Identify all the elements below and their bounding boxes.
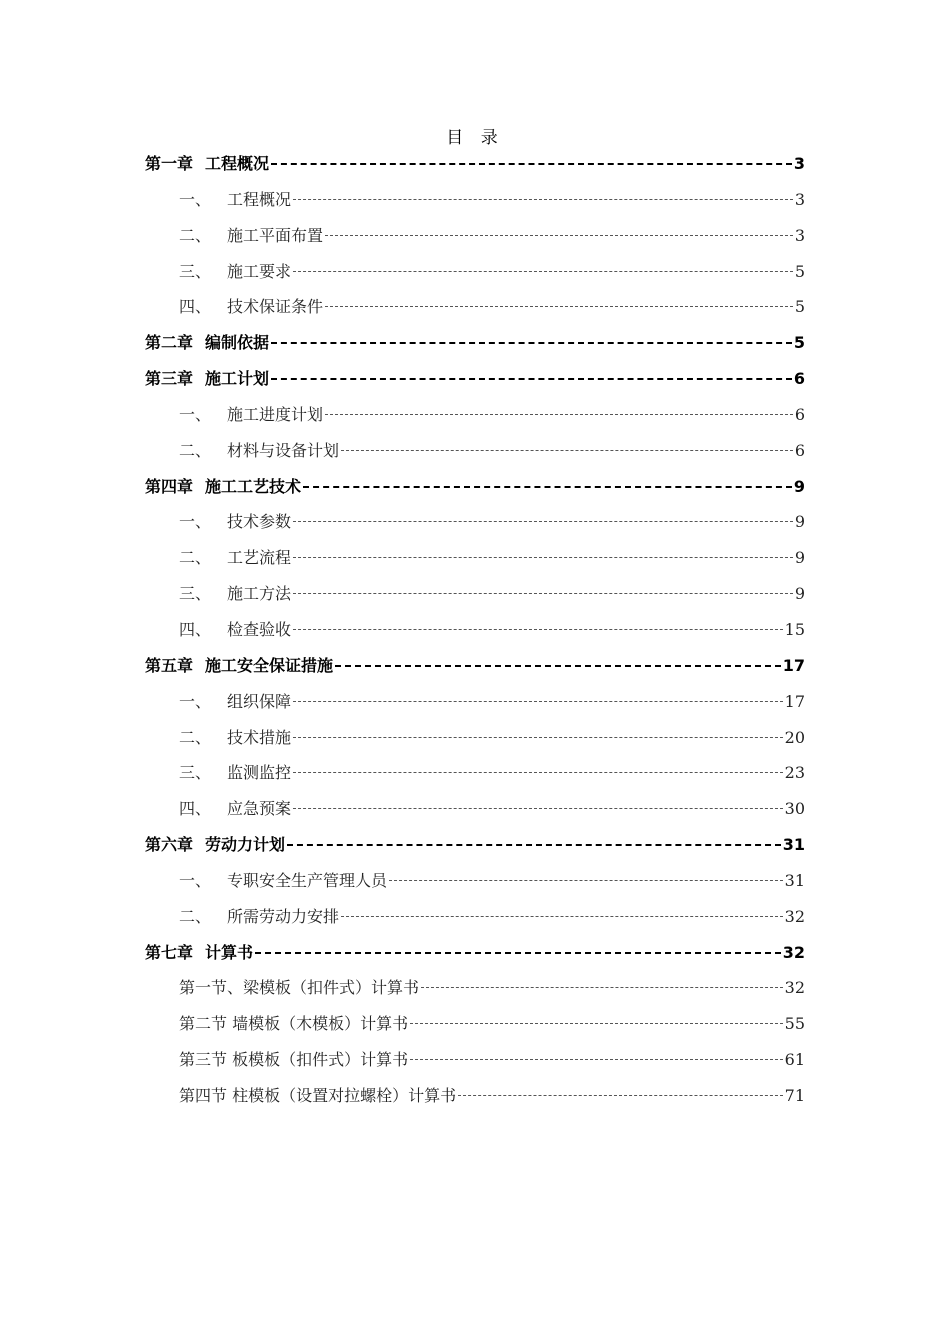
toc-page-number: 32 [782, 942, 805, 962]
toc-entry-label: 施工安全保证措施 [205, 655, 334, 675]
toc-entry-label: 施工计划 [205, 369, 270, 389]
toc-section-entry[interactable] [145, 504, 805, 540]
toc-section-entry[interactable] [145, 540, 805, 576]
toc-section-entry[interactable] [145, 612, 805, 648]
toc-entry-number: 四、 [179, 297, 212, 317]
toc-dot-leader [410, 1058, 783, 1060]
toc-section-entry[interactable] [145, 791, 805, 827]
toc-entry-number: 二、 [179, 727, 212, 747]
toc-entry-label: 检查验收 [227, 619, 292, 639]
toc-dot-leader [341, 915, 783, 917]
toc-entry-number: 三、 [179, 261, 212, 281]
toc-dot-leader [293, 771, 783, 773]
toc-page-number: 31 [784, 870, 805, 890]
toc-page-number: 61 [784, 1050, 805, 1070]
toc-entry-label: 组织保障 [227, 691, 292, 711]
toc-chapter-entry[interactable] [145, 648, 805, 684]
toc-entry-label: 施工进度计划 [227, 404, 324, 424]
toc-dot-leader [271, 377, 792, 380]
toc-entry-number: 第一章 [145, 154, 194, 173]
toc-section-entry[interactable] [145, 1006, 805, 1042]
toc-chapter-entry[interactable] [145, 325, 805, 361]
toc-section-entry[interactable] [145, 254, 805, 290]
toc-dot-leader [287, 843, 781, 846]
toc-dot-leader [421, 986, 783, 988]
toc-entry-label: 技术措施 [227, 727, 292, 747]
toc-page-number: 31 [782, 835, 805, 855]
toc-entry-label: 第二节 墙模板（木模板）计算书 [179, 1014, 409, 1034]
toc-page-number: 55 [784, 1014, 805, 1034]
table-of-contents [145, 146, 805, 1114]
toc-entry-label: 专职安全生产管理人员 [227, 870, 388, 890]
toc-page-number: 3 [794, 189, 805, 209]
toc-section-entry[interactable] [145, 218, 805, 254]
toc-entry-number: 四、 [179, 799, 212, 819]
toc-chapter-entry[interactable] [145, 146, 805, 182]
toc-dot-leader [303, 485, 792, 488]
toc-entry-number: 二、 [179, 548, 212, 568]
toc-section-entry[interactable] [145, 433, 805, 469]
toc-page-number: 3 [793, 154, 805, 173]
toc-dot-leader [293, 807, 783, 809]
toc-page-number: 6 [794, 404, 805, 424]
toc-page-number: 9 [793, 476, 805, 496]
toc-entry-number: 二、 [179, 440, 212, 460]
toc-entry-label: 劳动力计划 [205, 835, 286, 855]
toc-section-entry[interactable] [145, 863, 805, 899]
toc-section-entry[interactable] [145, 755, 805, 791]
toc-page-number: 9 [794, 512, 805, 532]
toc-page-number: 6 [793, 369, 805, 389]
toc-entry-number: 一、 [179, 870, 212, 890]
toc-chapter-entry[interactable] [145, 361, 805, 397]
toc-dot-leader [389, 879, 783, 881]
toc-section-entry[interactable] [145, 970, 805, 1006]
toc-entry-number: 三、 [179, 584, 212, 604]
toc-entry-label: 工程概况 [227, 189, 292, 209]
toc-dot-leader [255, 951, 781, 954]
toc-dot-leader [325, 305, 793, 307]
toc-section-entry[interactable] [145, 1042, 805, 1078]
toc-entry-label: 应急预案 [227, 799, 292, 819]
toc-title: 目 录 [446, 128, 504, 148]
toc-page-number: 6 [794, 440, 805, 460]
toc-section-entry[interactable] [145, 576, 805, 612]
toc-dot-leader [410, 1022, 783, 1024]
toc-entry-number: 第六章 [145, 835, 194, 855]
toc-entry-label: 计算书 [205, 942, 254, 962]
toc-entry-label: 施工工艺技术 [205, 476, 302, 496]
toc-entry-label: 工程概况 [205, 154, 270, 173]
toc-entry-number: 一、 [179, 512, 212, 532]
toc-page-number: 71 [784, 1085, 805, 1105]
toc-page-number: 23 [784, 763, 805, 783]
toc-dot-leader [293, 592, 793, 594]
toc-entry-label: 第四节 柱模板（设置对拉螺栓）计算书 [179, 1085, 457, 1105]
toc-page-number: 5 [793, 333, 805, 353]
toc-dot-leader [293, 736, 783, 738]
toc-page-number: 5 [794, 261, 805, 281]
toc-dot-leader [293, 520, 793, 522]
toc-entry-label: 第三节 板模板（扣件式）计算书 [179, 1050, 409, 1070]
toc-chapter-entry[interactable] [145, 827, 805, 863]
toc-section-entry[interactable] [145, 684, 805, 720]
toc-entry-label: 所需劳动力安排 [227, 906, 340, 926]
toc-dot-leader [341, 449, 793, 451]
toc-entry-number: 第二章 [145, 333, 194, 353]
toc-page-number: 3 [794, 225, 805, 245]
toc-entry-number: 一、 [179, 189, 212, 209]
toc-entry-number: 第三章 [145, 369, 194, 389]
toc-dot-leader [271, 162, 792, 165]
toc-chapter-entry[interactable] [145, 469, 805, 505]
toc-entry-number: 第五章 [145, 655, 194, 675]
toc-section-entry[interactable] [145, 1078, 805, 1114]
toc-entry-number: 二、 [179, 225, 212, 245]
toc-page-number: 9 [794, 548, 805, 568]
toc-entry-number: 一、 [179, 404, 212, 424]
toc-dot-leader [293, 700, 783, 702]
toc-entry-label: 第一节、梁模板（扣件式）计算书 [179, 978, 420, 998]
toc-section-entry[interactable] [145, 720, 805, 756]
toc-dot-leader [335, 664, 781, 667]
toc-section-entry[interactable] [145, 182, 805, 218]
toc-page-number: 32 [784, 978, 805, 998]
toc-page-number: 5 [794, 297, 805, 317]
toc-entry-label: 技术保证条件 [227, 297, 324, 317]
toc-page-number: 32 [784, 906, 805, 926]
toc-entry-number: 四、 [179, 619, 212, 639]
toc-entry-label: 施工方法 [227, 584, 292, 604]
toc-entry-label: 工艺流程 [227, 548, 292, 568]
toc-dot-leader [293, 270, 793, 272]
toc-page-number: 17 [784, 691, 805, 711]
toc-entry-number: 第七章 [145, 942, 194, 962]
toc-dot-leader [293, 198, 793, 200]
toc-entry-number: 三、 [179, 763, 212, 783]
toc-entry-number: 一、 [179, 691, 212, 711]
toc-entry-label: 施工平面布置 [227, 225, 324, 245]
toc-page-number: 17 [782, 655, 805, 675]
toc-dot-leader [293, 628, 783, 630]
toc-section-entry[interactable] [145, 289, 805, 325]
toc-entry-label: 监测监控 [227, 763, 292, 783]
toc-page-number: 15 [784, 619, 805, 639]
toc-dot-leader [458, 1094, 783, 1096]
toc-dot-leader [325, 234, 793, 236]
toc-chapter-entry[interactable] [145, 935, 805, 971]
toc-page-number: 9 [794, 584, 805, 604]
toc-dot-leader [293, 556, 793, 558]
toc-page-number: 30 [784, 799, 805, 819]
toc-dot-leader [271, 341, 792, 344]
toc-entry-label: 材料与设备计划 [227, 440, 340, 460]
toc-section-entry[interactable] [145, 899, 805, 935]
toc-entry-label: 技术参数 [227, 512, 292, 532]
toc-entry-label: 施工要求 [227, 261, 292, 281]
toc-page-number: 20 [784, 727, 805, 747]
toc-dot-leader [325, 413, 793, 415]
toc-entry-number: 二、 [179, 906, 212, 926]
toc-entry-number: 第四章 [145, 476, 194, 496]
toc-entry-label: 编制依据 [205, 333, 270, 353]
toc-section-entry[interactable] [145, 397, 805, 433]
